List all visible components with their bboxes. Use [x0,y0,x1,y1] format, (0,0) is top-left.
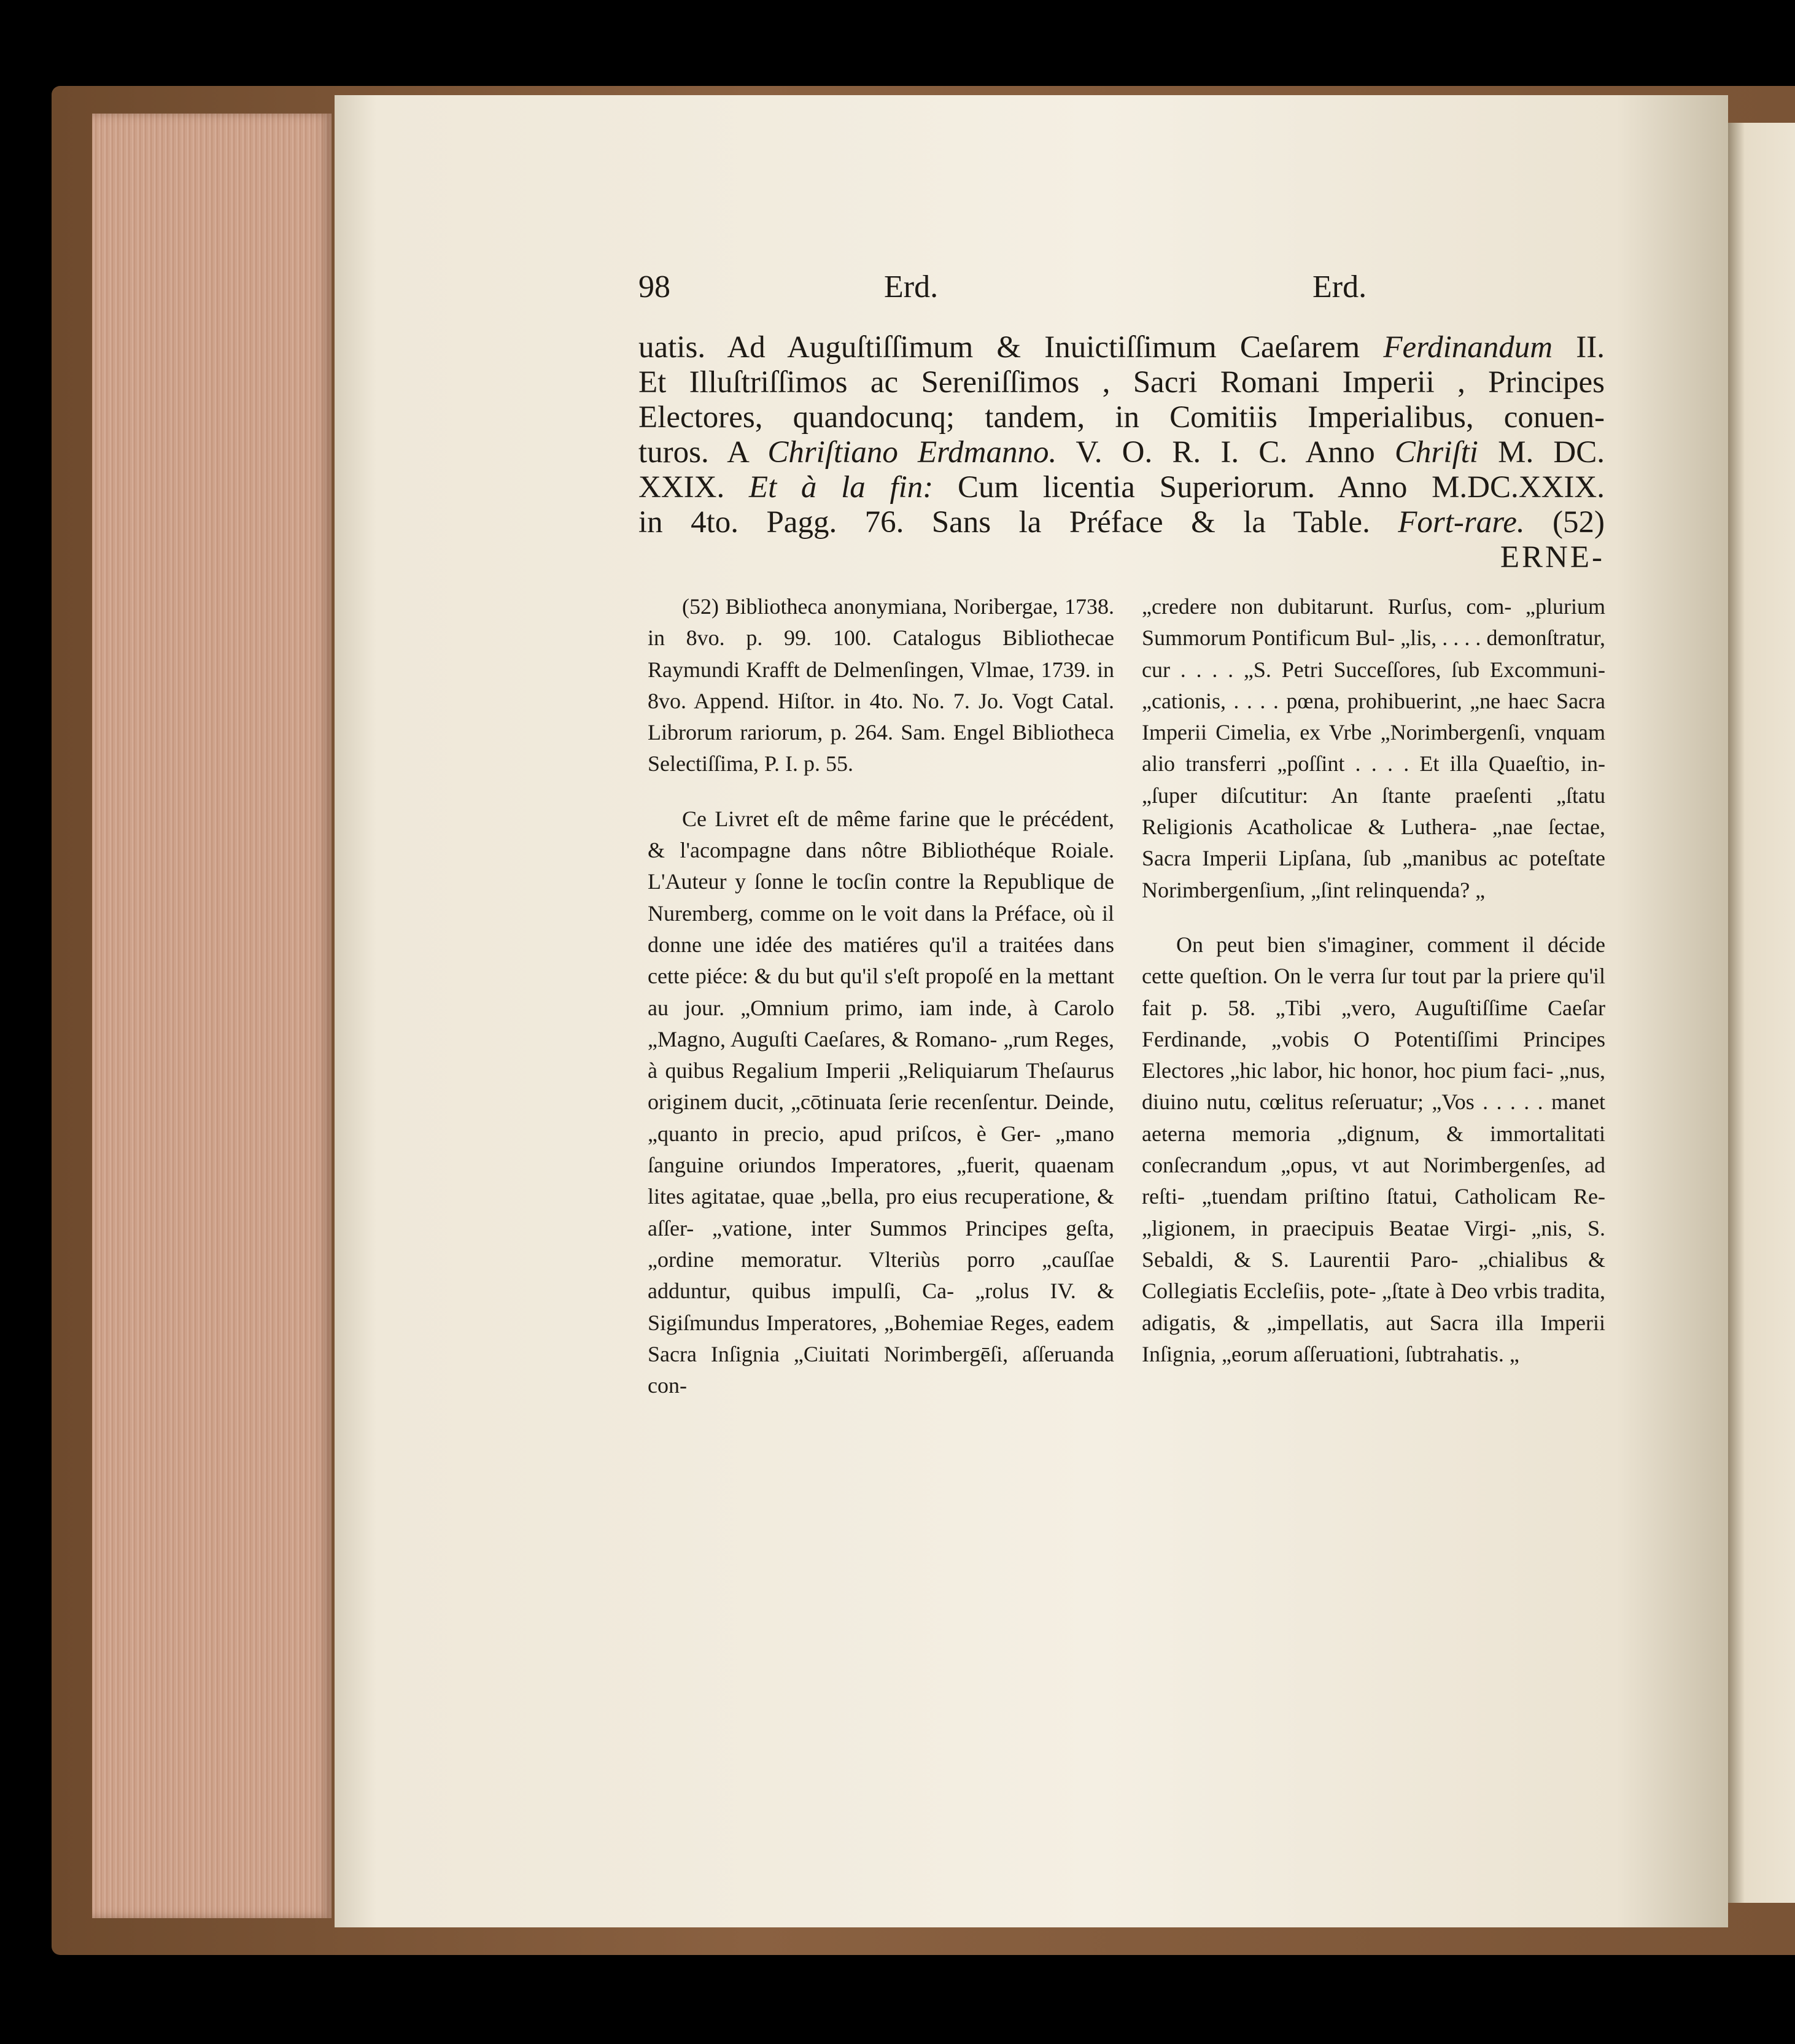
running-head-right: Erd. [1312,269,1367,304]
entry-line: uatis. Ad Auguſtiſſimum & Inuictiſſimum Caeſarem Ferdinandum II. [638,330,1605,365]
footnote-paragraph: (52) Bibliotheca anonymiana, Noribergae, 1738. in 8vo. p. 99. 100. Catalogus Bibliothecae Raymundi Krafft de Delmenſingen, Vlmae, 1739. in 8vo. Append. Hiſtor. in 4to. No. 7. Jo. Vogt Catal. Librorum rariorum, p. 264. Sam. Engel Bibliotheca Selectiſſima, P. I. p. 55. [648,594,1114,776]
running-header [638,269,1373,312]
entry-line: Et Illuſtriſſimos ac Sereniſſimos , Sacri Romani Imperii , Principes [638,365,1605,400]
commentary-paragraph: Ce Livret eſt de même farine que le précédent, & l'acompagne dans nôtre Bibliothéque Roiale. L'Auteur y ſonne le tocſin contre la Republique de Nuremberg, comme on le voit dans la Préface, où il donne une idée des matiéres qu'il a traitées dans cette piéce: & du but qu'il s'eſt propoſé en la mettant au jour. „Omnium primo, iam inde, à Carolo „Magno, Auguſti Caeſares, & Romano- „rum Reges, à quibus Regalium Imperii „Reliquiarum Theſaurus originem ducit, „cōtinuata ſerie recenſentur. Deinde, „quanto in precio, apud priſcos, è Ger- „mano ſanguine oriundos Imperatores, „fuerit, quaenam lites agitatae, quae „bella, pro eius recuperatione, & aſſer- „vatione, inter Summos Principes geſta, „ordine memoratur. Vlteriùs porro „cauſſae adduntur, quibus impulſi, Ca- „rolus IV. & Sigiſmundus Imperatores, „Bohemiae Reges, eadem Sacra Inſignia „Ciuitati Norimbergēſi, aſſeruanda con- [648,806,1114,1398]
quotation-paragraph: „credere non dubitarunt. Rurſus, com- „plurium Summorum Pontificum Bul- „lis, . . . . demonſtratur, cur . . . . „S. Petri Succeſſores, ſub Excommuni- „cationis, . . . . pœna, prohibuerint, „ne haec Sacra Imperii Cimelia, ex Vrbe „Norimbergenſi, vnquam alio transferri „poſſint . . . . Et illa Quaeſtio, in- „ſuper diſcutitur: An ſtante praeſenti „ſtatu Religionis Acatholicae & Luthera- „nae ſectae, Sacra Imperii Lipſana, ſub „manibus ac poteſtate Norimbergenſium, „ſint relinquenda? „ [1142,594,1605,902]
left-column [648,591,1114,1401]
entry-line: XXIX. Et à la fin: Cum licentia Superiorum. Anno M.DC.XXIX. [638,470,1605,505]
right-column [1142,591,1605,1370]
entry-italic: Et à la fin: [748,470,934,505]
entry-line: turos. A Chriſtiano Erdmanno. V. O. R. I. C. Anno Chriſti M. DC. [638,435,1605,470]
entry-line: Electores, quandocunq; tandem, in Comitiis Imperialibus, conuen- [638,400,1605,435]
commentary-paragraph: On peut bien s'imaginer, comment il décide cette queſtion. On le verra ſur tout par la priere qu'il fait p. 58. „Tibi „vero, Auguſtiſſime Caeſar Ferdinande, „vobis O Potentiſſimi Principes Electores „hic labor, hic honor, hoc pium faci- „nus, diuino nutu, cœlitus reſeruatur; „Vos . . . . . manet aeterna memoria „dignum, & immortalitati conſecrandum „opus, vt aut Norimbergenſes, ad reſti- „tuendam priſtino ſtatui, Catholicam Re- „ligionem, in praecipuis Beatae Virgi- „nis, S. Sebaldi, & S. Laurentii Paro- „chialibus & Collegiatis Eccleſiis, pote- „ſtate à Deo vrbis tradita, adigatis, & „impellatis, aut Sacra illa Imperii Inſignia, „eorum aſſeruationi, ſubtrahatis. „ [1142,932,1605,1366]
running-head-left: Erd. [884,269,939,304]
entry-italic: Fort-rare. [1398,505,1525,540]
entry-italic: Chriſti [1394,435,1478,470]
page-edges [92,114,331,1918]
catchword: ERNE- [1500,540,1605,575]
entry-italic: Chriſtiano Erdmanno. [767,435,1057,470]
page-number: 98 [638,269,670,304]
entry-line: in 4to. Pagg. 76. Sans la Préface & la Table. Fort-rare. (52) [638,505,1605,540]
entry-italic: Ferdinandum [1383,330,1553,365]
facing-page-edge [1728,123,1795,1903]
entry-title-block [638,330,1605,575]
